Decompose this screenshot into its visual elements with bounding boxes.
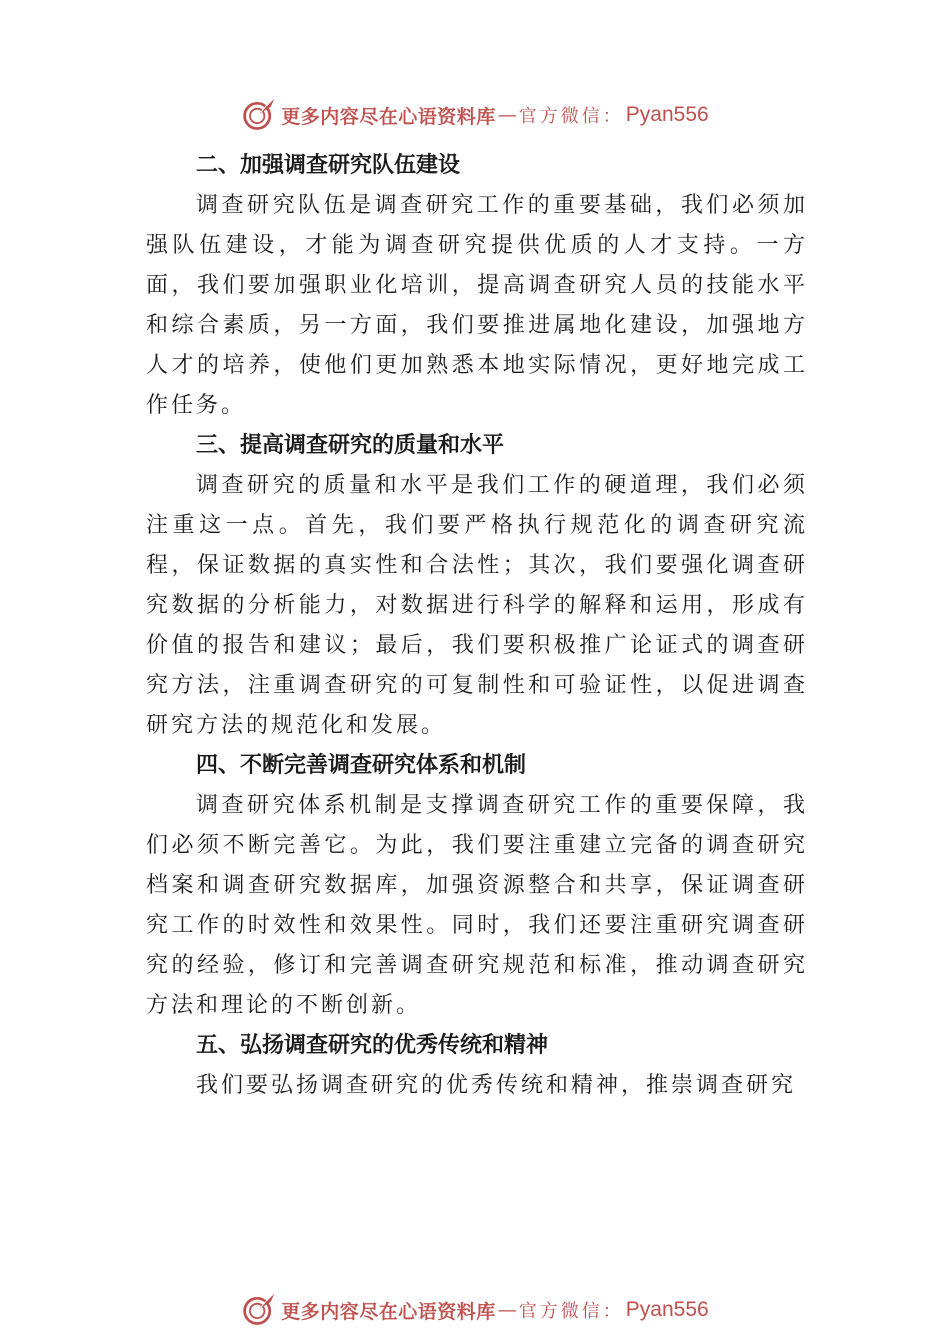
watermark-main-text: 更多内容尽在心语资料库 bbox=[281, 105, 496, 128]
section-heading-5: 五、弘扬调查研究的优秀传统和精神 bbox=[196, 1033, 549, 1058]
quill-seal-logo-icon bbox=[241, 97, 277, 133]
watermark-wechat-id: Pyan556 bbox=[625, 103, 709, 126]
section-heading-2: 二、加强调查研究队伍建设 bbox=[196, 153, 461, 178]
quill-seal-logo-icon bbox=[241, 1292, 277, 1328]
watermark-wechat-label: 官方微信： bbox=[518, 1301, 624, 1322]
section-body-3: 调查研究的质量和水平是我们工作的硬道理，我们必须注重这一点。首先，我们要严格执行规范化的调查研究流程，保证数据的真实性和合法性；其次，我们要强化调查研究数据的分析能力，对数据进行科学的解释和运用，形成有价值的报告和建议；最后，我们要积极推广论证式的调查研究方法，注重调查研究的可复制性和可验证性，以促进调查研究方法的规范化和发展。 bbox=[146, 473, 808, 738]
section-body-5: 我们要弘扬调查研究的优秀传统和精神，推崇调查研究 bbox=[196, 1073, 797, 1098]
section-heading-4: 四、不断完善调查研究体系和机制 bbox=[196, 753, 527, 778]
section-body-4: 调查研究体系机制是支撑调查研究工作的重要保障，我们必须不断完善它。为此，我们要注重建立完备的调查研究档案和调查研究数据库，加强资源整合和共享，保证调查研究工作的时效性和效果性。同时，我们还要注重研究调查研究的经验，修订和完善调查研究规范和标准，推动调查研究方法和理论的不断创新。 bbox=[146, 793, 808, 1018]
footer-watermark bbox=[0, 1290, 950, 1330]
watermark-wechat-id: Pyan556 bbox=[625, 1298, 709, 1321]
watermark-main-text: 更多内容尽在心语资料库 bbox=[281, 1300, 496, 1323]
header-watermark bbox=[0, 95, 950, 135]
watermark-dash: — bbox=[497, 1299, 517, 1321]
watermark-wechat-label: 官方微信： bbox=[518, 106, 624, 127]
section-heading-3: 三、提高调查研究的质量和水平 bbox=[196, 433, 505, 458]
watermark-dash: — bbox=[497, 104, 517, 126]
document-body bbox=[146, 146, 808, 1106]
section-body-2: 调查研究队伍是调查研究工作的重要基础，我们必须加强队伍建设，才能为调查研究提供优质的人才支持。一方面，我们要加强职业化培训，提高调查研究人员的技能水平和综合素质，另一方面，我们要推进属地化建设，加强地方人才的培养，使他们更加熟悉本地实际情况，更好地完成工作任务。 bbox=[146, 193, 808, 418]
